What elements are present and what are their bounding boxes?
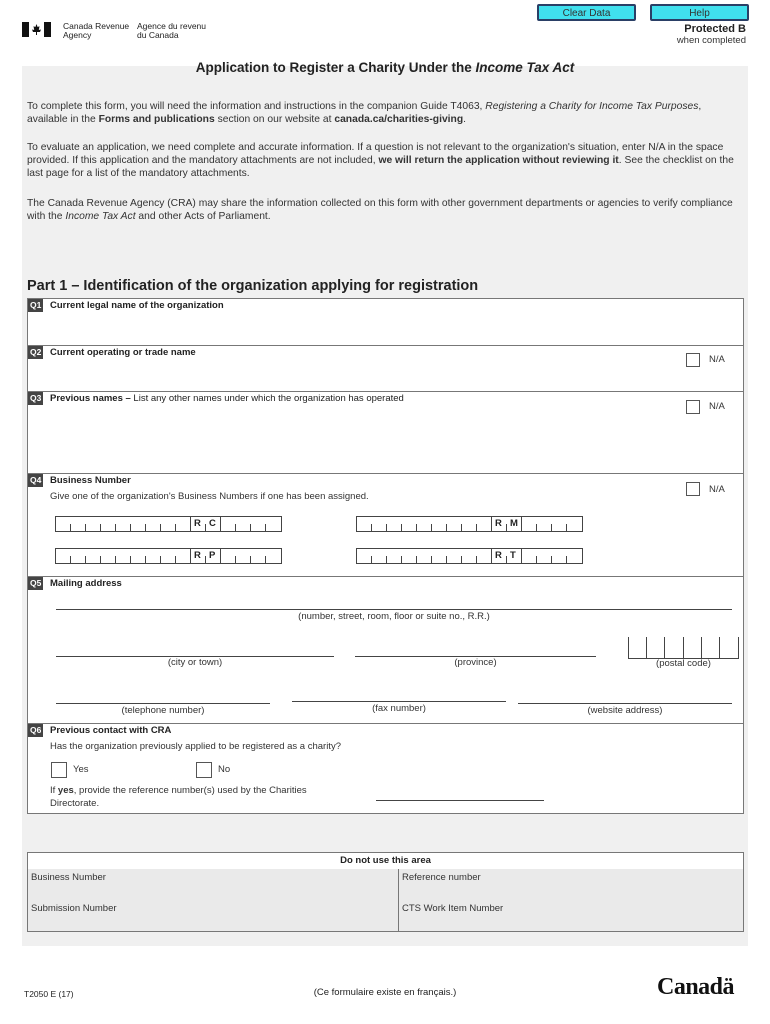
q4-number: Q4 [30,475,42,485]
phone-input[interactable] [56,703,270,704]
q3-na-checkbox[interactable] [686,400,700,414]
website-input[interactable] [518,703,732,704]
q1-number: Q1 [30,300,42,310]
phone-caption: (telephone number) [121,705,205,716]
part1-title: Part 1 – Identification of the organization applying for registration [27,278,479,294]
street-input[interactable] [56,609,732,610]
q3-na-label: N/A [709,401,725,412]
q6-reference-text: If yes, provide the reference number(s) used by the Charities Directorate. [50,785,307,809]
canada-wordmark: Canadä [657,974,735,1000]
office-use-title: Do not use this area [28,853,743,870]
bn-rm-field[interactable] [356,516,583,532]
canada-flag-icon [22,22,51,37]
q4-na-label: N/A [709,484,725,495]
protected-label: Protected B [684,23,746,35]
french-note: (Ce formulaire existe en français.) [313,987,457,998]
q4-section [27,473,744,577]
q6-yes-label: Yes [73,764,89,775]
q3-section [27,391,744,474]
q1-section [27,298,744,346]
province-caption: (province) [454,657,497,668]
q4-label: Business Number [50,475,131,486]
agency-name-en: Canada Revenue Agency [63,21,130,40]
bn-rm-r: R [495,518,502,529]
bn-rm-m: M [510,518,518,529]
bn-rp-p: P [209,550,216,561]
postal-caption: (postal code) [656,658,711,669]
bn-rp-r: R [194,550,201,561]
q2-section [27,345,744,392]
legal-name-input[interactable] [32,317,732,341]
office-cts-number: CTS Work Item Number [402,903,504,914]
q4-hint: Give one of the organization's Business Numbers if one has been assigned. [50,491,369,502]
q2-na-label: N/A [709,354,725,365]
agency-name-fr: Agence du revenu du Canada [137,21,206,40]
bn-rc-field[interactable] [55,516,282,532]
website-link[interactable]: canada.ca/charities-giving [334,114,464,125]
q6-no-label: No [218,764,231,775]
q1-label: Current legal name of the organization [50,300,224,311]
fax-input[interactable] [292,701,506,702]
reference-number-input[interactable] [376,800,544,801]
form-code: T2050 E (17) [24,989,74,999]
q6-label: Previous contact with CRA [50,725,172,736]
intro-paragraph-3: The Canada Revenue Agency (CRA) may share the information collected on this form with other government departments or agencies to verify compliance with the Income Tax Act and other Acts of Parliament. [27,198,733,222]
q6-yes-checkbox[interactable] [51,762,67,778]
q6-question: Has the organization previously applied to be registered as a charity? [50,741,341,752]
bn-rt-r: R [495,550,502,561]
postal-code-field[interactable] [628,637,739,659]
q5-label: Mailing address [50,578,122,589]
office-reference-number: Reference number [402,872,481,883]
previous-names-input[interactable] [32,410,672,470]
form-title: Application to Register a Charity Under the Income Tax Act [195,60,575,75]
q2-label: Current operating or trade name [50,347,196,358]
website-caption: (website address) [587,705,663,716]
bn-rt-t: T [510,550,516,561]
bn-rp-field[interactable] [55,548,282,564]
q3-label: Previous names – List any other names under which the organization has operated [50,393,404,404]
bn-rc-r: R [194,518,201,529]
office-business-number: Business Number [31,872,106,883]
fax-caption: (fax number) [372,703,426,714]
office-submission-number: Submission Number [31,903,117,914]
bn-rt-field[interactable] [356,548,583,564]
q2-number: Q2 [30,347,42,357]
q3-number: Q3 [30,393,42,403]
q4-na-checkbox[interactable] [686,482,700,496]
help-button[interactable]: Help [650,4,749,21]
office-use-table [27,852,744,932]
q2-na-checkbox[interactable] [686,353,700,367]
q5-number: Q5 [30,578,42,588]
q5-section [27,576,744,724]
protected-sub: when completed [676,35,746,46]
intro-paragraph-2: To evaluate an application, we need complete and accurate information. If a question is not relevant to the organization's situation, enter N/A in the space provided. If this application and the mandatory attachments are not included, we will return the application without reviewing it. See the checklist on the last page for a list of the mandatory attachments. [27,142,734,179]
clear-data-button[interactable]: Clear Data [537,4,636,21]
q6-section [27,723,744,814]
street-caption: (number, street, room, floor or suite no., R.R.) [298,611,490,622]
intro-paragraph-1: To complete this form, you will need the information and instructions in the companion Guide T4063, Registering a Charity for Income Tax Purposes, available in the Forms and publications section on our website at canada.ca/charities-giving. [27,101,702,125]
city-caption: (city or town) [167,657,223,668]
operating-name-input[interactable] [32,364,672,388]
q6-number: Q6 [30,725,42,735]
q6-no-checkbox[interactable] [196,762,212,778]
bn-rc-c: C [209,518,216,529]
